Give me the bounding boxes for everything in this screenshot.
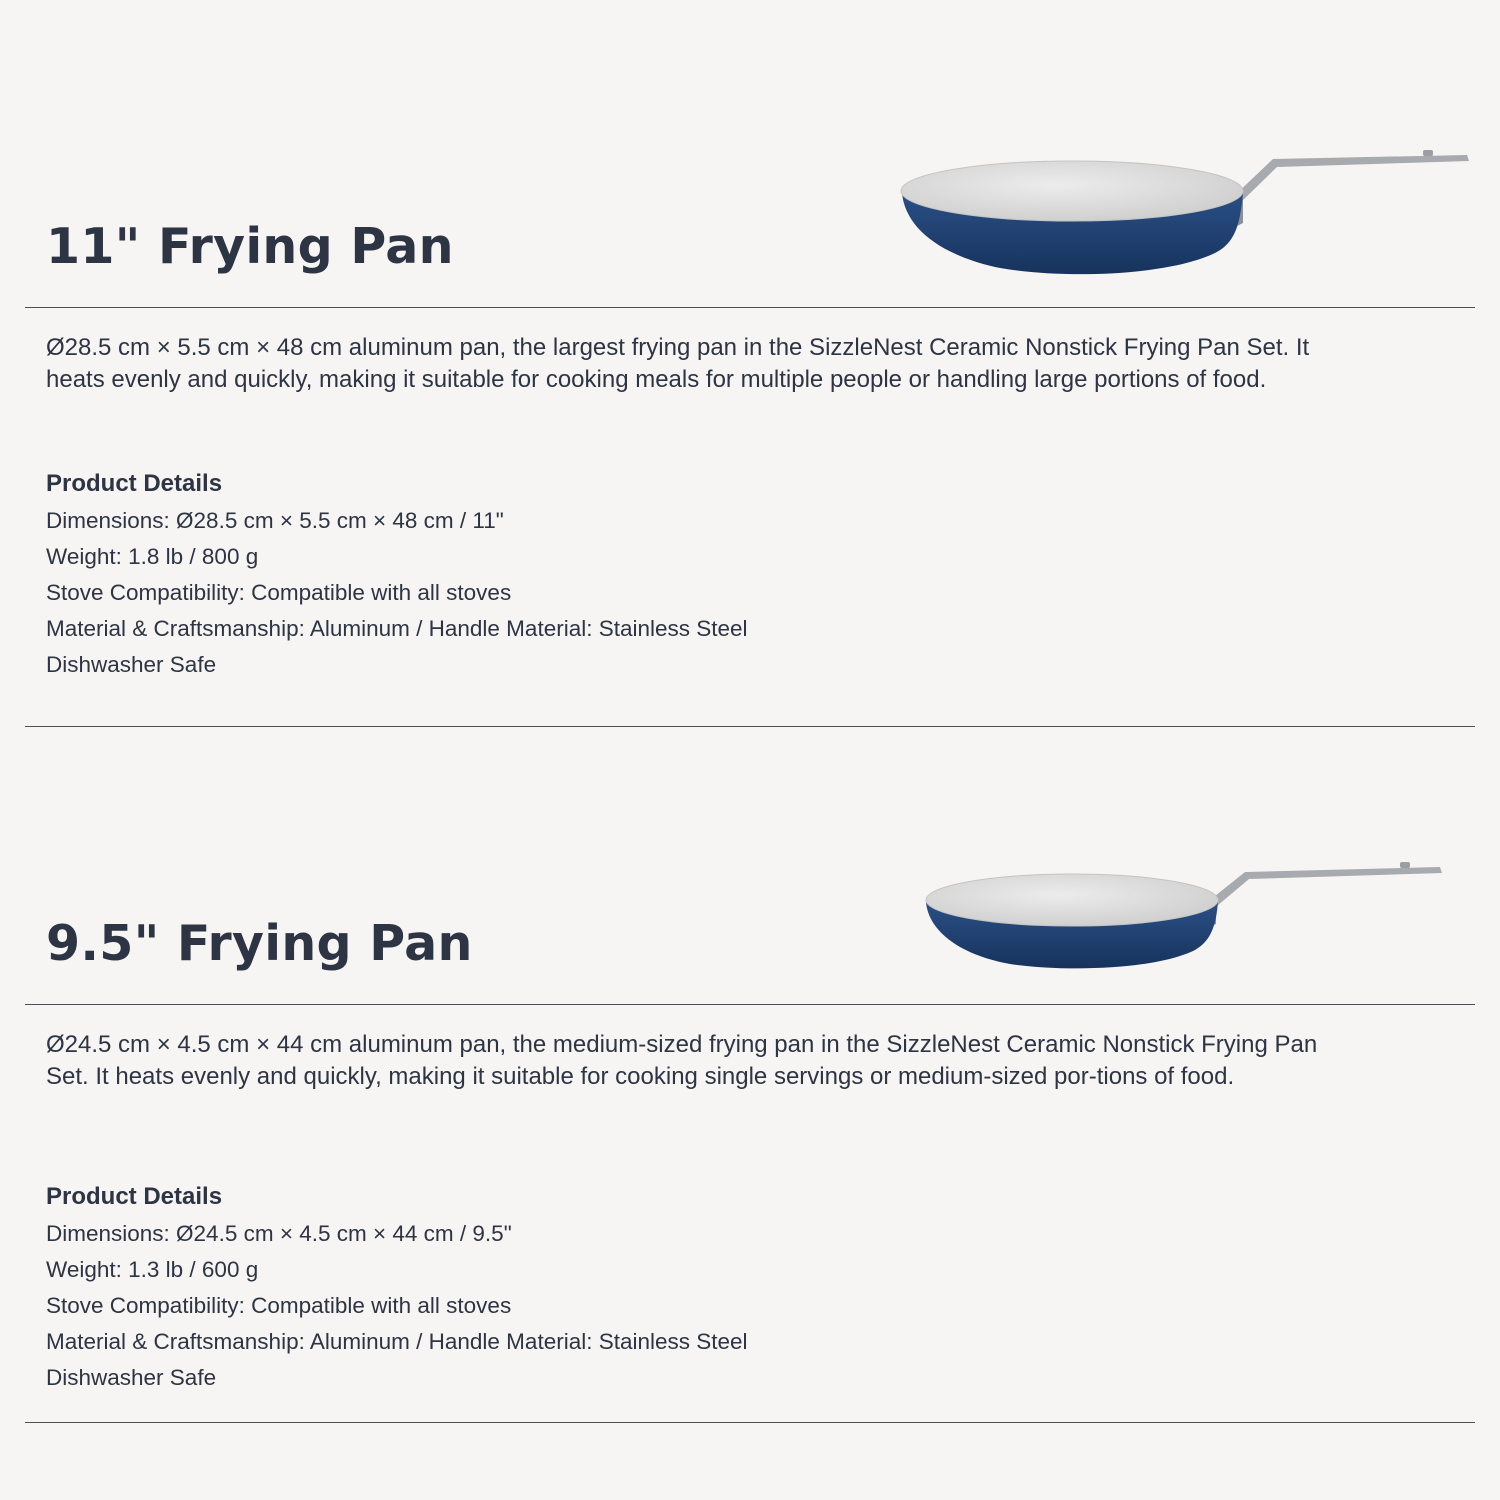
frying-pan-9-5-image [920,858,1450,978]
detail-stove-compatibility: Stove Compatibility: Compatible with all stoves [46,580,512,605]
detail-dishwasher: Dishwasher Safe [46,1365,217,1390]
detail-dishwasher: Dishwasher Safe [46,652,217,677]
detail-material: Material & Craftsmanship: Aluminum / Handle Material: Stainless Steel [46,1329,748,1354]
product-title: 9.5" Frying Pan [46,915,473,972]
detail-stove-compatibility: Stove Compatibility: Compatible with all stoves [46,1293,512,1318]
divider [25,1422,1475,1423]
product-details-list [46,1216,748,1396]
product-description: Ø24.5 cm × 4.5 cm × 44 cm aluminum pan, the medium-sized frying pan in the SizzleNest Ceramic Nonstick Frying Pan Set. It heats evenly and quickly, making it suitable for cooking single servings or medium-sized por-tions of food. [46,1031,1318,1090]
product-title: 11" Frying Pan [46,218,454,275]
product-details-list [46,503,748,683]
detail-weight: Weight: 1.8 lb / 800 g [46,544,259,569]
detail-dimensions: Dimensions: Ø24.5 cm × 4.5 cm × 44 cm / 9.5" [46,1221,512,1246]
product-details-heading: Product Details [46,1183,223,1210]
frying-pan-11-image [895,145,1475,285]
detail-dimensions: Dimensions: Ø28.5 cm × 5.5 cm × 48 cm / 11" [46,508,504,533]
detail-material: Material & Craftsmanship: Aluminum / Handle Material: Stainless Steel [46,616,748,641]
product-details-heading: Product Details [46,470,223,497]
divider [25,1004,1475,1005]
divider [25,307,1475,308]
product-description: Ø28.5 cm × 5.5 cm × 48 cm aluminum pan, the largest frying pan in the SizzleNest Ceramic Nonstick Frying Pan Set. It heats evenly and quickly, making it suitable for cooking meals for multiple people or handling large portions of food. [46,334,1310,393]
detail-weight: Weight: 1.3 lb / 600 g [46,1257,259,1282]
divider [25,726,1475,727]
